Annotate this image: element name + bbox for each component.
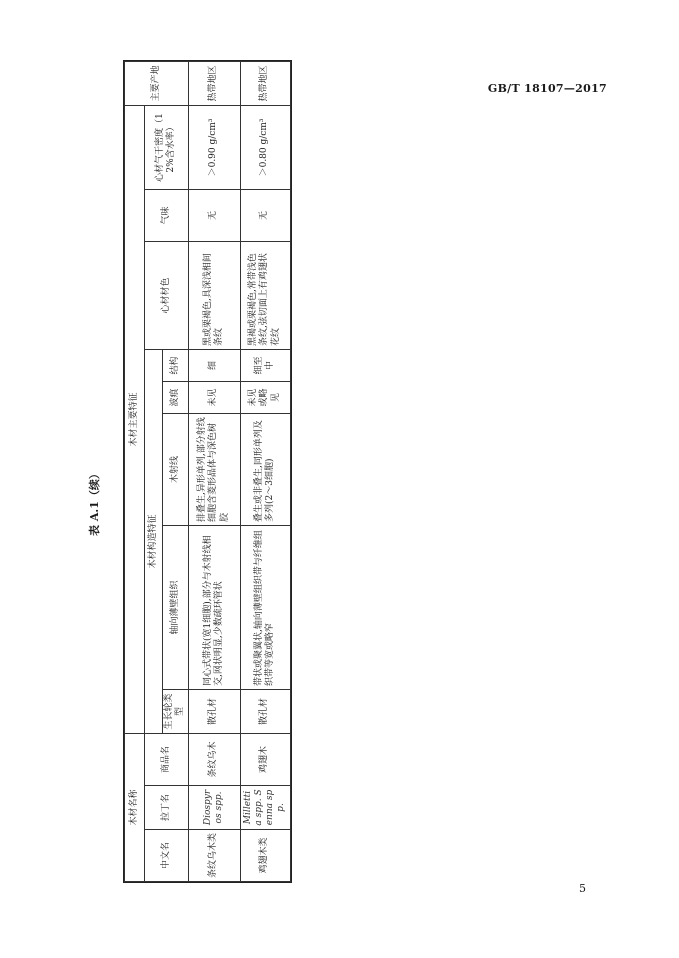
cell-heartwood-color: 黑或栗褐色,具深浅相间条纹 bbox=[188, 241, 240, 349]
cell-texture: 细 bbox=[188, 349, 240, 381]
cell-odor: 无 bbox=[188, 189, 240, 241]
header-main-features: 木材主要特征 bbox=[125, 105, 145, 733]
cell-latin-name: Diospyros spp. bbox=[188, 786, 240, 830]
cell-origin: 热带地区 bbox=[188, 61, 240, 105]
header-odor: 气味 bbox=[145, 189, 189, 241]
cell-rays: 叠生或非叠生,同形单列及多列(2～3细胞) bbox=[240, 413, 290, 525]
cell-growth-ring-type: 散孔材 bbox=[188, 689, 240, 733]
cell-origin: 热带地区 bbox=[240, 61, 290, 105]
header-heartwood-color: 心材材色 bbox=[145, 241, 189, 349]
header-ripple-marks: 波痕 bbox=[163, 381, 189, 413]
page-number: 5 bbox=[579, 882, 586, 895]
header-density: 心材气干密度（12%含水率） bbox=[145, 105, 189, 189]
cell-texture: 细至中 bbox=[240, 349, 290, 381]
cell-ripple-marks: 未见或略见 bbox=[240, 381, 290, 413]
header-wood-name: 木材名称 bbox=[125, 733, 145, 881]
cell-trade-name: 条纹乌木 bbox=[188, 733, 240, 785]
header-axial-parenchyma: 轴向薄壁组织 bbox=[163, 525, 189, 689]
standard-code: GB/T 18107—2017 bbox=[487, 82, 607, 95]
header-chinese-name: 中文名 bbox=[145, 830, 189, 882]
cell-growth-ring-type: 散孔材 bbox=[240, 689, 290, 733]
header-origin: 主要产地 bbox=[125, 61, 189, 105]
header-texture: 结构 bbox=[163, 349, 189, 381]
cell-chinese-name: 条纹乌木类 bbox=[188, 830, 240, 882]
cell-axial-parenchyma: 同心式带状(宽1细胞),部分与木射线相交,网状明显,少数疏环管状 bbox=[188, 525, 240, 689]
header-trade-name: 商品名 bbox=[145, 733, 189, 785]
cell-odor: 无 bbox=[240, 189, 290, 241]
header-growth-ring-type: 生长轮类型 bbox=[163, 689, 189, 733]
header-row-1 bbox=[125, 61, 145, 881]
cell-rays: 排叠生,异形单列,部分射线细胞含菱形晶体与深色树胶 bbox=[188, 413, 240, 525]
cell-ripple-marks: 未见 bbox=[188, 381, 240, 413]
table-title: 表 A.1（续） bbox=[88, 468, 101, 536]
table-row bbox=[240, 61, 290, 881]
wood-features-table bbox=[124, 61, 291, 882]
cell-latin-name: Millettia spp. Senna spp. bbox=[240, 786, 290, 830]
header-structure-features: 木材构造特征 bbox=[145, 349, 163, 733]
header-latin-name: 拉丁名 bbox=[145, 786, 189, 830]
header-rays: 木射线 bbox=[163, 413, 189, 525]
rotated-table-container bbox=[88, 65, 287, 882]
header-row-2 bbox=[145, 61, 163, 881]
cell-trade-name: 鸡翅木 bbox=[240, 733, 290, 785]
cell-chinese-name: 鸡翅木类 bbox=[240, 830, 290, 882]
cell-density: ＞0.90 g/cm³ bbox=[188, 105, 240, 189]
table-row bbox=[188, 61, 240, 881]
cell-heartwood-color: 黑褐或栗褐色,常带浅色条纹,弦切面上有鸡翅状花纹 bbox=[240, 241, 290, 349]
cell-density: ＞0.80 g/cm³ bbox=[240, 105, 290, 189]
cell-axial-parenchyma: 带状或聚翼状,轴向薄壁组织带与纤维组织带等宽或略窄 bbox=[240, 525, 290, 689]
